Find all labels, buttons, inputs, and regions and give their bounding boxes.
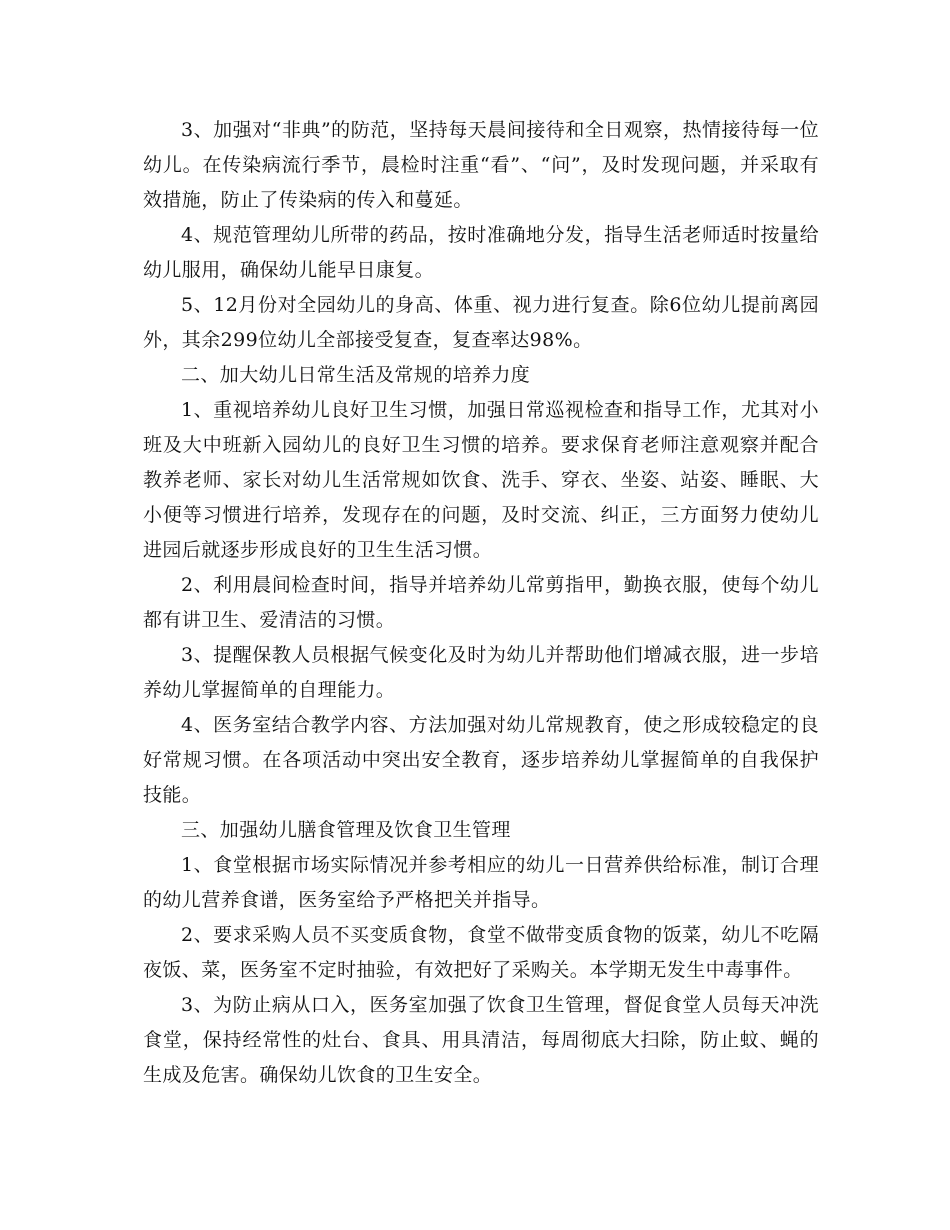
paragraph-measure-5: 5、12月份对全园幼儿的身高、体重、视力进行复查。除6位幼儿提前离园外，其余299位幼儿全部接受复查，复查率达98%。 [143, 294, 819, 351]
paragraph-section3-item-1: 1、食堂根据市场实际情况并参考相应的幼儿一日营养供给标准，制订合理的幼儿营养食谱，医务室给予严格把关并指导。 [143, 854, 819, 911]
paragraph-section2-item-4: 4、医务室结合教学内容、方法加强对幼儿常规教育，使之形成较稳定的良好常规习惯。在各项活动中突出安全教育，逐步培养幼儿掌握简单的自我保护技能。 [143, 714, 819, 806]
paragraph-section2-item-2: 2、利用晨间检查时间，指导并培养幼儿常剪指甲，勤换衣服，使每个幼儿都有讲卫生、爱清洁的习惯。 [143, 574, 819, 631]
paragraph-measure-4: 4、规范管理幼儿所带的药品，按时准确地分发，指导生活老师适时按量给幼儿服用，确保幼儿能早日康复。 [143, 224, 819, 281]
paragraph-section2-item-3: 3、提醒保教人员根据气候变化及时为幼儿并帮助他们增减衣服，进一步培养幼儿掌握简单的自理能力。 [143, 644, 819, 701]
section-heading-2: 二、加大幼儿日常生活及常规的培养力度 [181, 364, 531, 386]
paragraph-section3-item-2: 2、要求采购人员不买变质食物，食堂不做带变质食物的饭菜，幼儿不吃隔夜饭、菜，医务室不定时抽验，有效把好了采购关。本学期无发生中毒事件。 [143, 924, 819, 981]
paragraph-section3-item-3: 3、为防止病从口入，医务室加强了饮食卫生管理，督促食堂人员每天冲洗食堂，保持经常性的灶台、食具、用具清洁，每周彻底大扫除，防止蚊、蝇的生成及危害。确保幼儿饮食的卫生安全。 [143, 994, 819, 1086]
paragraph-section2-item-1: 1、重视培养幼儿良好卫生习惯，加强日常巡视检查和指导工作，尤其对小班及大中班新入园幼儿的良好卫生习惯的培养。要求保育老师注意观察并配合教养老师、家长对幼儿生活常规如饮食、洗手、穿衣、坐姿、站姿、睡眠、大小便等习惯进行培养，发现存在的问题，及时交流、纠正，三方面努力使幼儿进园后就逐步形成良好的卫生生活习惯。 [143, 399, 819, 561]
document-body [143, 113, 819, 1093]
paragraph-measure-3: 3、加强对“非典”的防范，坚持每天晨间接待和全日观察，热情接待每一位幼儿。在传染病流行季节，晨检时注重“看”、“问”，及时发现问题，并采取有效措施，防止了传染病的传入和蔓延。 [143, 119, 819, 211]
section-heading-3: 三、加强幼儿膳食管理及饮食卫生管理 [181, 819, 511, 841]
